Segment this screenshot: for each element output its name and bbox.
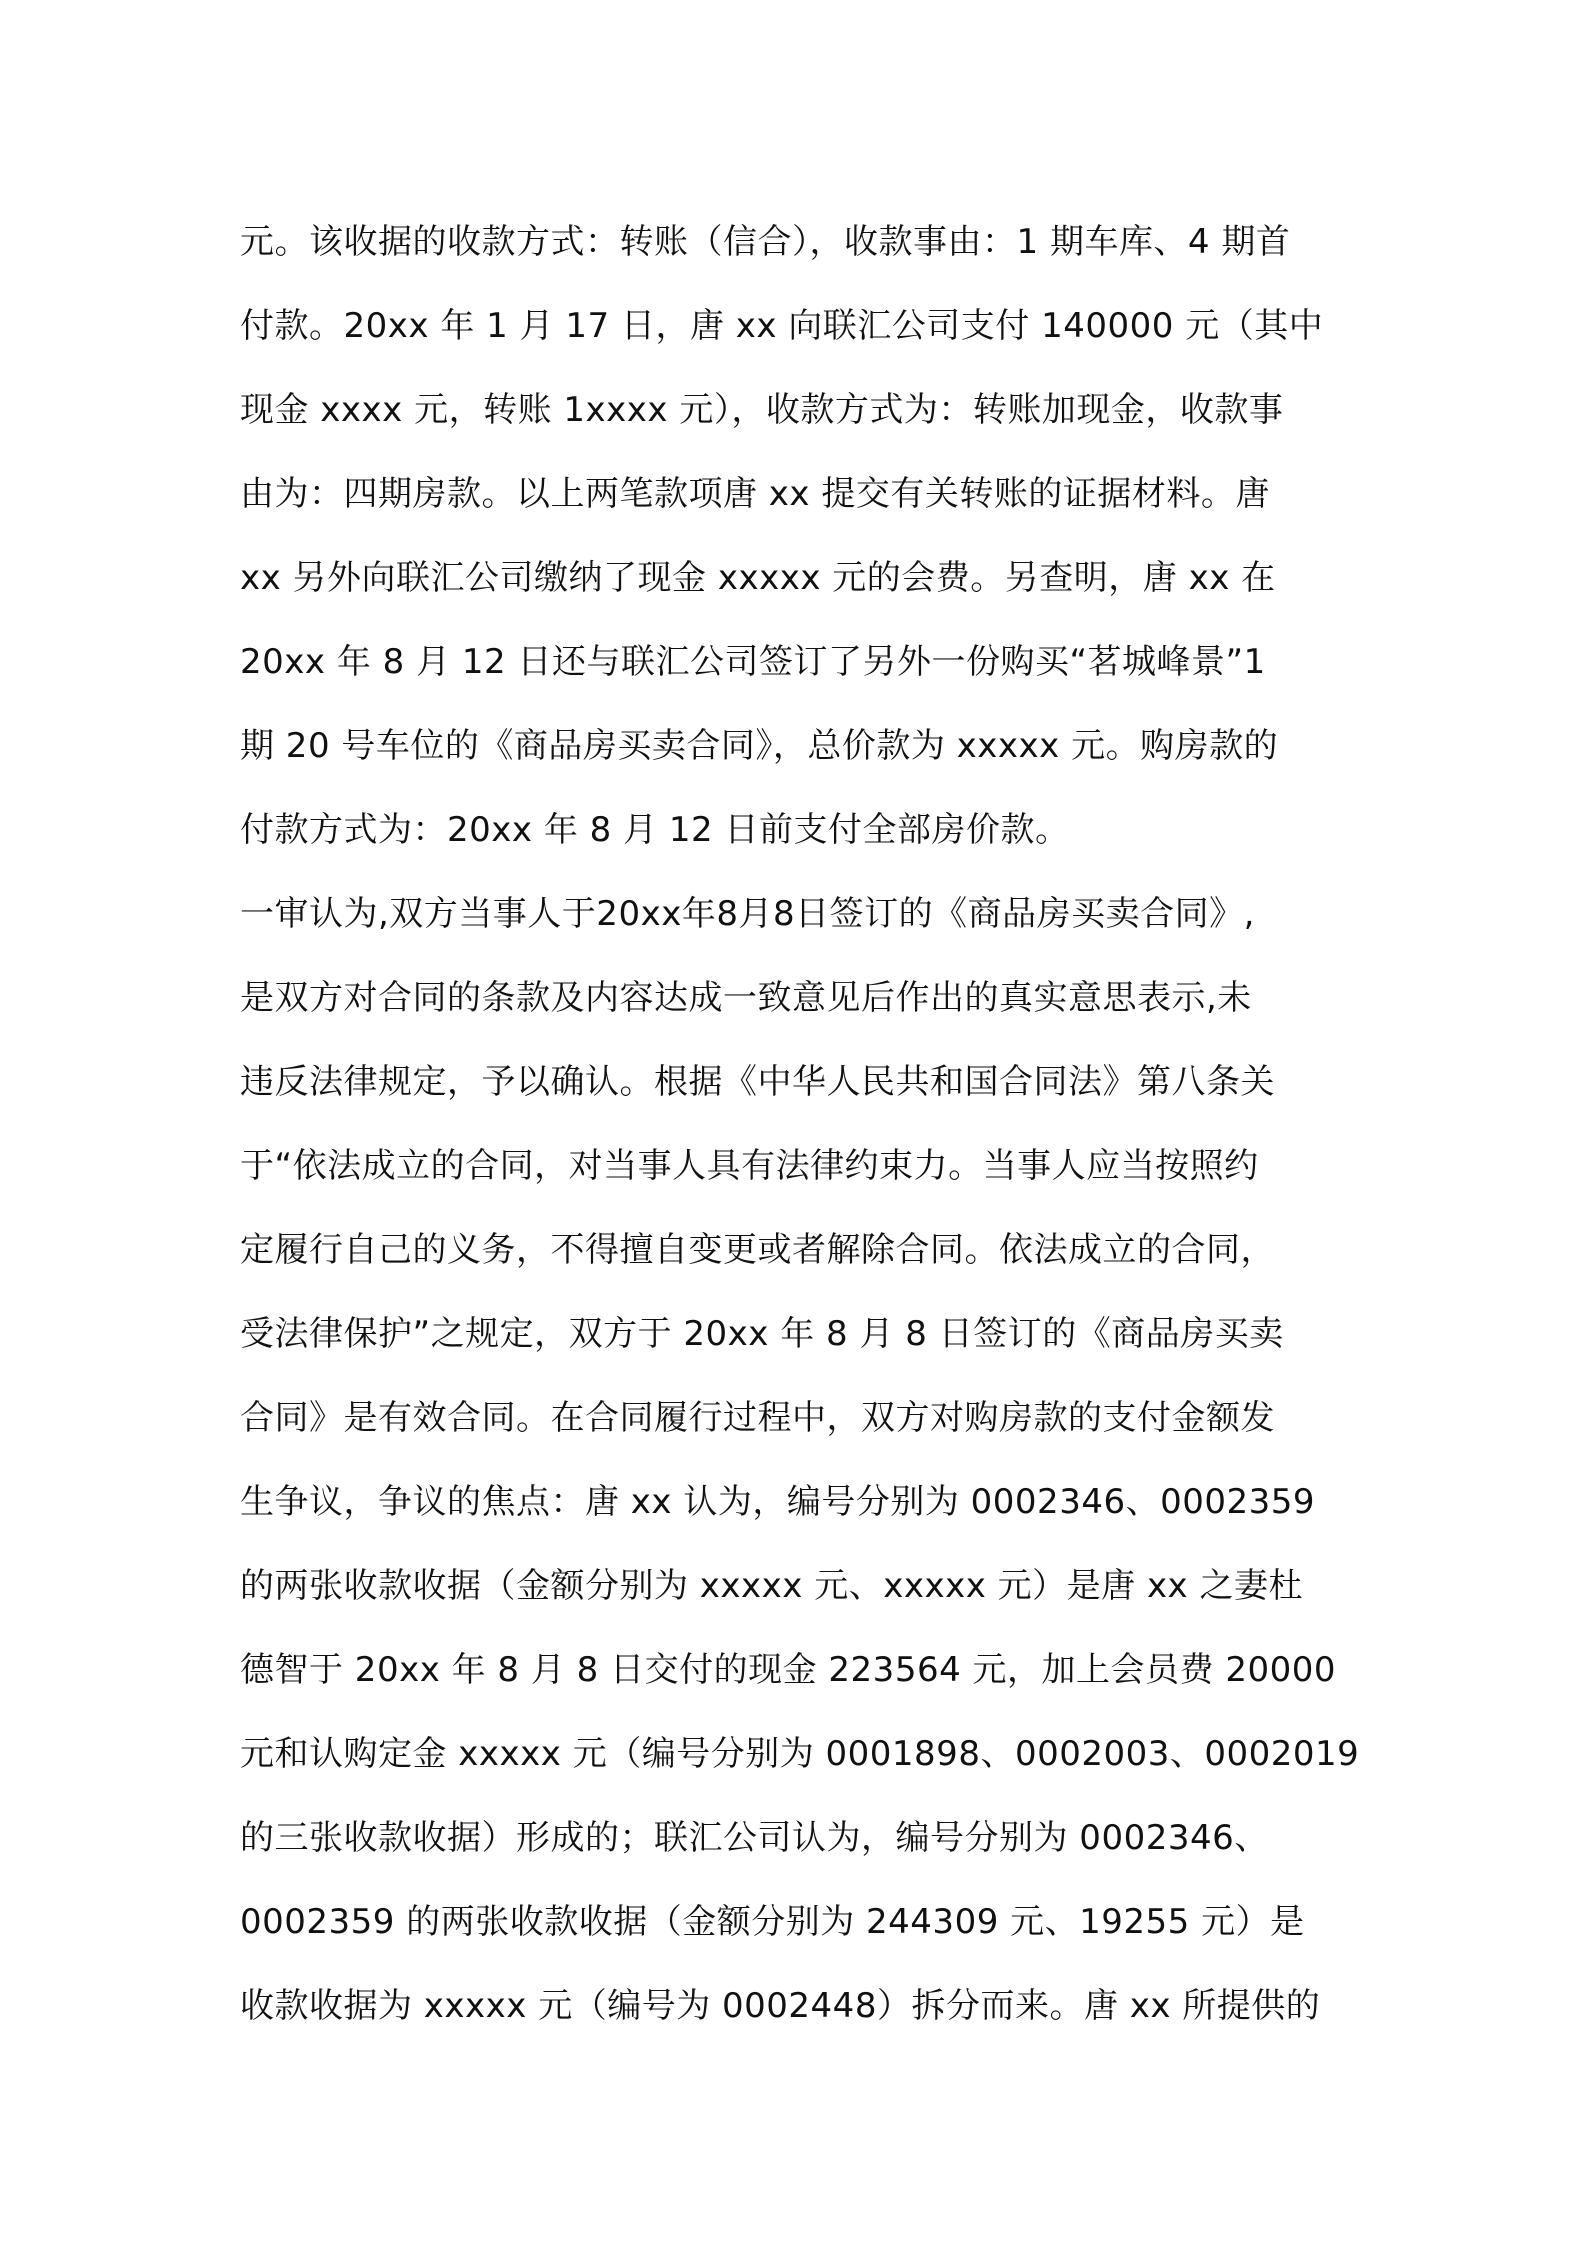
text-line: 期 20 号车位的《商品房买卖合同》，总价款为 xxxxx 元。购房款的: [240, 726, 1279, 766]
text-line: 受法律保护”之规定，双方于 20xx 年 8 月 8 日签订的《商品房买卖: [240, 1314, 1284, 1354]
text-line: 的三张收款收据）形成的；联汇公司认为，编号分别为 0002346、: [240, 1818, 1269, 1858]
text-line: 生争议，争议的焦点：唐 xx 认为，编号分别为 0002346、0002359: [240, 1482, 1316, 1522]
text-line: 20xx 年 8 月 12 日还与联汇公司签订了另外一份购买“茗城峰景”1: [240, 642, 1266, 682]
text-line: 德智于 20xx 年 8 月 8 日交付的现金 223564 元，加上会员费 20000: [240, 1650, 1336, 1690]
text-line: 付款。20xx 年 1 月 17 日，唐 xx 向联汇公司支付 140000 元（其中: [240, 306, 1324, 346]
text-line: 是双方对合同的条款及内容达成一致意见后作出的真实意思表示,未: [240, 978, 1252, 1018]
text-line: 元。该收据的收款方式：转账（信合），收款事由：1 期车库、4 期首: [240, 222, 1291, 262]
text-line: 由为：四期房款。以上两笔款项唐 xx 提交有关转账的证据材料。唐: [240, 474, 1270, 514]
text-line: 的两张收款收据（金额分别为 xxxxx 元、xxxxx 元）是唐 xx 之妻杜: [240, 1566, 1303, 1606]
text-line: 合同》是有效合同。在合同履行过程中，双方对购房款的支付金额发: [240, 1398, 1275, 1438]
body-text: [240, 200, 1360, 2048]
text-line: 于“依法成立的合同，对当事人具有法律约束力。当事人应当按照约: [240, 1146, 1259, 1186]
text-line: 现金 xxxx 元，转账 1xxxx 元），收款方式为：转账加现金，收款事: [240, 390, 1284, 430]
text-line: 一审认为,双方当事人于20xx年8月8日签订的《商品房买卖合同》,: [240, 894, 1255, 934]
text-line: 0002359 的两张收款收据（金额分别为 244309 元、19255 元）是: [240, 1902, 1305, 1942]
text-line: 元和认购定金 xxxxx 元（编号分别为 0001898、0002003、0002019: [240, 1734, 1360, 1774]
text-line: 定履行自己的义务，不得擅自变更或者解除合同。依法成立的合同，: [240, 1230, 1275, 1270]
text-line: 收款收据为 xxxxx 元（编号为 0002448）拆分而来。唐 xx 所提供的: [240, 1986, 1321, 2026]
text-line: 违反法律规定，予以确认。根据《中华人民共和国合同法》第八条关: [240, 1062, 1275, 1102]
text-line: xx 另外向联汇公司缴纳了现金 xxxxx 元的会费。另查明，唐 xx 在: [240, 558, 1276, 598]
text-line: 付款方式为：20xx 年 8 月 12 日前支付全部房价款。: [240, 810, 1070, 850]
